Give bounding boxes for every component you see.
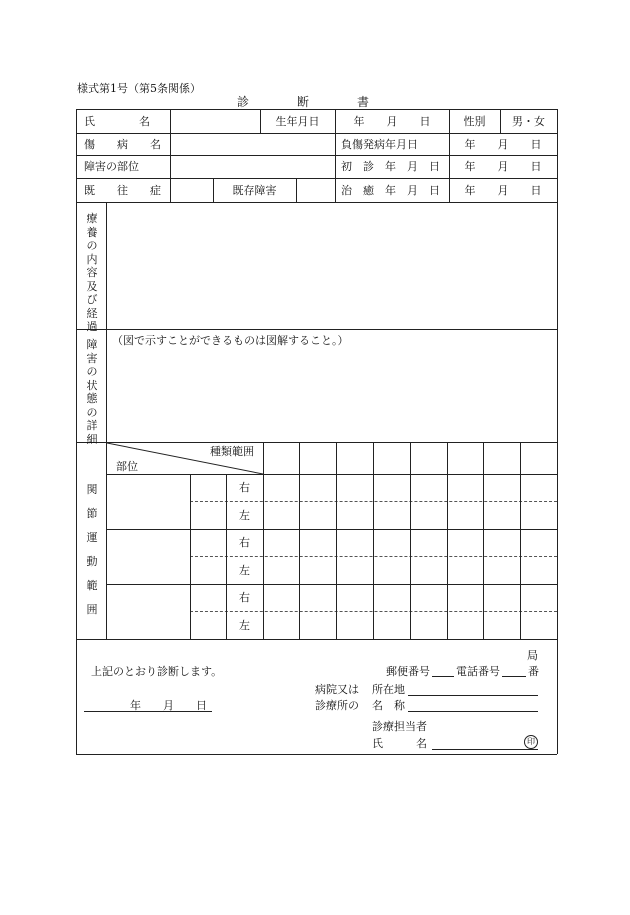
address-field[interactable]	[408, 683, 538, 696]
kyoku-label: 局	[527, 649, 538, 662]
rom-right-label: 右	[239, 591, 250, 604]
rom-row-divider	[106, 584, 557, 585]
rom-col-divider	[410, 442, 411, 639]
onset-date-label: 負傷発病年月日	[341, 137, 418, 151]
postal-code-label: 郵便番号	[386, 665, 430, 678]
facility-name-field[interactable]	[408, 699, 538, 712]
postal-code-field[interactable]	[432, 665, 454, 677]
sex-field[interactable]: 男・女	[512, 114, 545, 128]
cure-date-field[interactable]: 年 月 日	[464, 183, 542, 197]
name-field[interactable]	[170, 109, 260, 133]
address-label: 所在地	[372, 683, 405, 696]
table-border-bottom	[76, 754, 557, 755]
disability-note: （図で示すことができるものは図解すること。）	[112, 334, 349, 347]
phone-label: 電話番号	[456, 665, 500, 678]
rom-header-part: 部位	[116, 460, 138, 473]
diagnosis-date-field[interactable]: 年 月 日	[130, 699, 207, 712]
seal-icon: 印	[524, 735, 538, 749]
rom-col-divider	[373, 442, 374, 639]
rom-row-divider	[106, 529, 557, 530]
diagnosis-statement: 上記のとおり診断します。	[91, 665, 223, 678]
section-divider	[76, 639, 557, 640]
rom-col-divider	[520, 442, 521, 639]
treatment-label: 療養の内容及び経過	[86, 212, 98, 333]
medical-history-label: 既 往 症	[84, 183, 161, 197]
rom-col-divider	[299, 442, 300, 639]
cure-date-label: 治 癒 年 月 日	[341, 183, 440, 197]
disability-site-label: 障害の部位	[84, 160, 139, 173]
rom-left-label: 左	[239, 564, 250, 577]
sex-label: 性別	[463, 114, 486, 128]
rom-col-divider	[190, 474, 191, 639]
disability-site-field[interactable]	[170, 155, 335, 178]
facility-name-label: 名 称	[372, 699, 405, 712]
disability-detail-label: 障害の状態の詳細	[86, 338, 98, 446]
first-visit-label: 初 診 年 月 日	[341, 160, 440, 173]
table-border-left	[76, 109, 77, 754]
disease-label: 傷 病 名	[84, 137, 161, 151]
rom-left-label: 左	[239, 619, 250, 632]
hospital-label-line1: 病院又は	[315, 683, 359, 696]
existing-disability-label: 既存障害	[232, 183, 277, 197]
ban-label: 番	[528, 665, 539, 678]
disease-field[interactable]	[170, 133, 335, 155]
rom-right-label: 右	[239, 481, 250, 494]
existing-disability-field[interactable]	[296, 178, 335, 202]
onset-date-field[interactable]: 年 月 日	[464, 137, 542, 151]
rom-row-divider	[106, 474, 557, 475]
rom-col-divider	[447, 442, 448, 639]
rom-right-label: 右	[239, 536, 250, 549]
medical-history-field[interactable]	[170, 178, 213, 202]
doctor-name-label: 氏 名	[372, 737, 427, 750]
treatment-field[interactable]	[107, 203, 556, 328]
doctor-name-field[interactable]	[432, 737, 538, 750]
section-divider	[76, 329, 557, 330]
rom-col-divider	[263, 442, 264, 639]
doctor-label: 診療担当者	[372, 720, 427, 733]
table-border-right	[557, 109, 558, 754]
birthdate-field[interactable]: 年 月 日	[353, 114, 431, 128]
document-title: 診 断 書	[237, 95, 370, 109]
birthdate-label: 生年月日	[275, 114, 320, 128]
phone-field[interactable]	[502, 665, 526, 677]
rom-left-label: 左	[239, 509, 250, 522]
first-visit-field[interactable]: 年 月 日	[464, 160, 542, 173]
disability-detail-field[interactable]	[107, 350, 556, 441]
rom-col-divider	[483, 442, 484, 639]
form-number: 様式第1号（第5条関係）	[77, 82, 201, 95]
rom-label: 関節運動範囲	[86, 483, 98, 616]
rom-col-divider	[336, 442, 337, 639]
hospital-label-line2: 診療所の	[315, 699, 359, 712]
rom-header-type: 種類範囲	[210, 445, 254, 458]
name-label: 氏 名	[84, 114, 150, 128]
